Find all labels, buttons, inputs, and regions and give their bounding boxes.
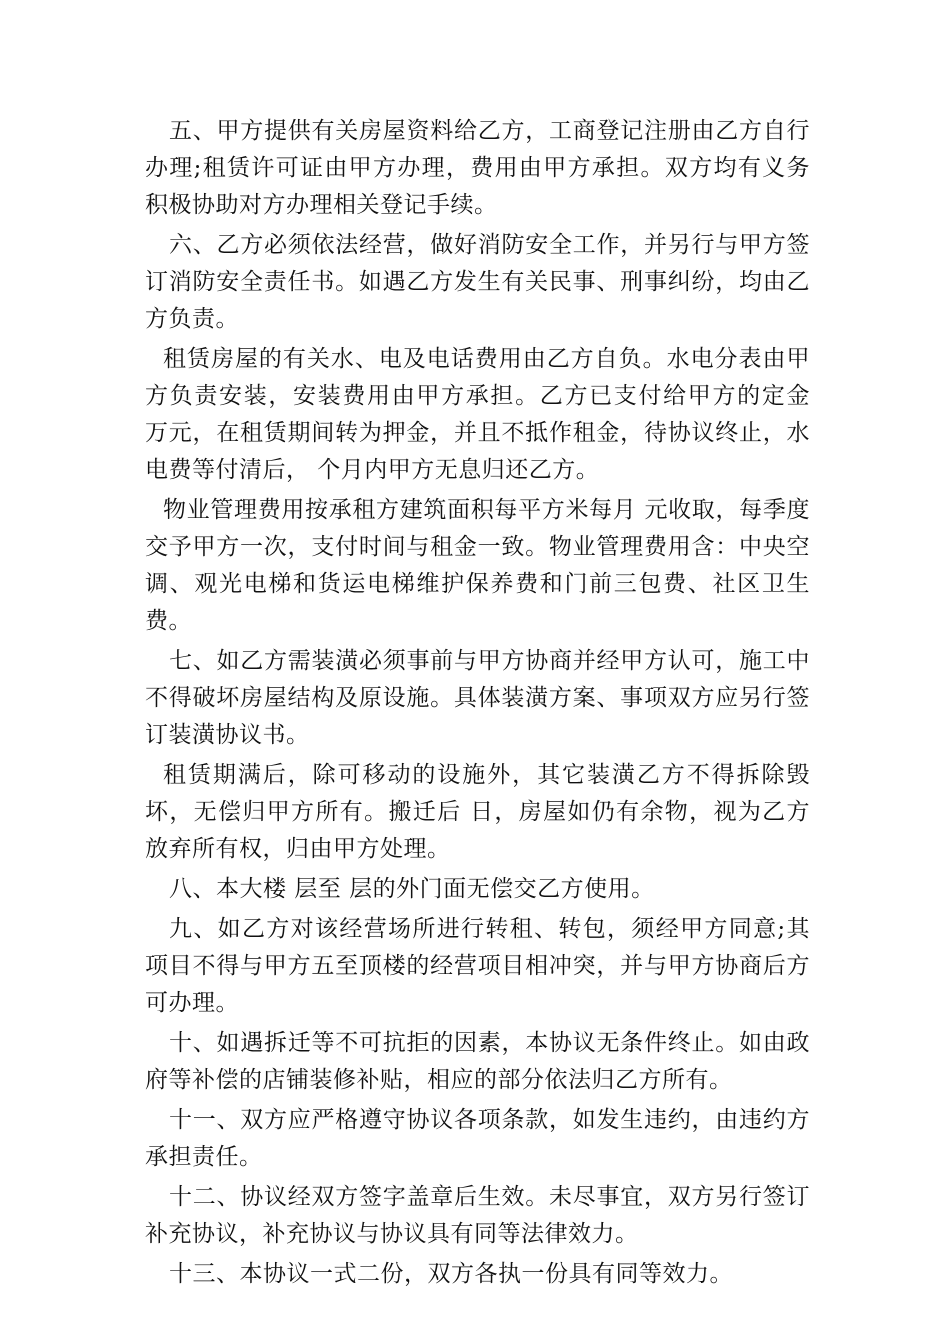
paragraph-clause-11: 十一、双方应严格遵守协议各项条款，如发生违约，由违约方承担责任。: [145, 1107, 810, 1170]
paragraph-clause-7: 七、如乙方需装潢必须事前与甲方协商并经甲方认可，施工中不得破坏房屋结构及原设施。具体装潢方案、事项双方应另行签订装潢协议书。: [145, 648, 810, 748]
paragraph-clause-9: 九、如乙方对该经营场所进行转租、转包，须经甲方同意;其项目不得与甲方五至顶楼的经营项目相冲突，并与甲方协商后方可办理。: [145, 916, 810, 1016]
paragraph-clause-13: 十三、本协议一式二份，双方各执一份具有同等效力。: [169, 1261, 733, 1287]
paragraph-clause-12: 十二、协议经双方签字盖章后生效。未尽事宜，双方另行签订补充协议，补充协议与协议具有同等法律效力。: [145, 1184, 810, 1247]
document-body: [145, 113, 810, 1296]
paragraph-lease-end: 租赁期满后，除可移动的设施外，其它装潢乙方不得拆除毁坏，无偿归甲方所有。搬迁后 日，房屋如仍有余物，视为乙方放弃所有权，归由甲方处理。: [145, 762, 810, 862]
paragraph-clause-6: 六、乙方必须依法经营，做好消防安全工作，并另行与甲方签订消防安全责任书。如遇乙方发生有关民事、刑事纠纷，均由乙方负责。: [145, 232, 810, 332]
paragraph-clause-8: 八、本大楼 层至 层的外门面无偿交乙方使用。: [169, 876, 655, 902]
paragraph-utilities: 租赁房屋的有关水、电及电话费用由乙方自负。水电分表由甲方负责安装，安装费用由甲方承担。乙方已支付给甲方的定金 万元，在租赁期间转为押金，并且不抵作租金，待协议终止，水电费等付清后， 个月内甲方无息归还乙方。: [145, 346, 810, 483]
paragraph-clause-5: 五、甲方提供有关房屋资料给乙方，工商登记注册由乙方自行办理;租赁许可证由甲方办理，费用由甲方承担。双方均有义务积极协助对方办理相关登记手续。: [145, 118, 810, 218]
paragraph-clause-10: 十、如遇拆迁等不可抗拒的因素，本协议无条件终止。如由政府等补偿的店铺装修补贴，相应的部分依法归乙方所有。: [145, 1030, 810, 1093]
paragraph-property-fee: 物业管理费用按承租方建筑面积每平方米每月 元收取，每季度交予甲方一次，支付时间与租金一致。物业管理费用含：中央空调、观光电梯和货运电梯维护保养费和门前三包费、社区卫生费。: [145, 497, 810, 634]
